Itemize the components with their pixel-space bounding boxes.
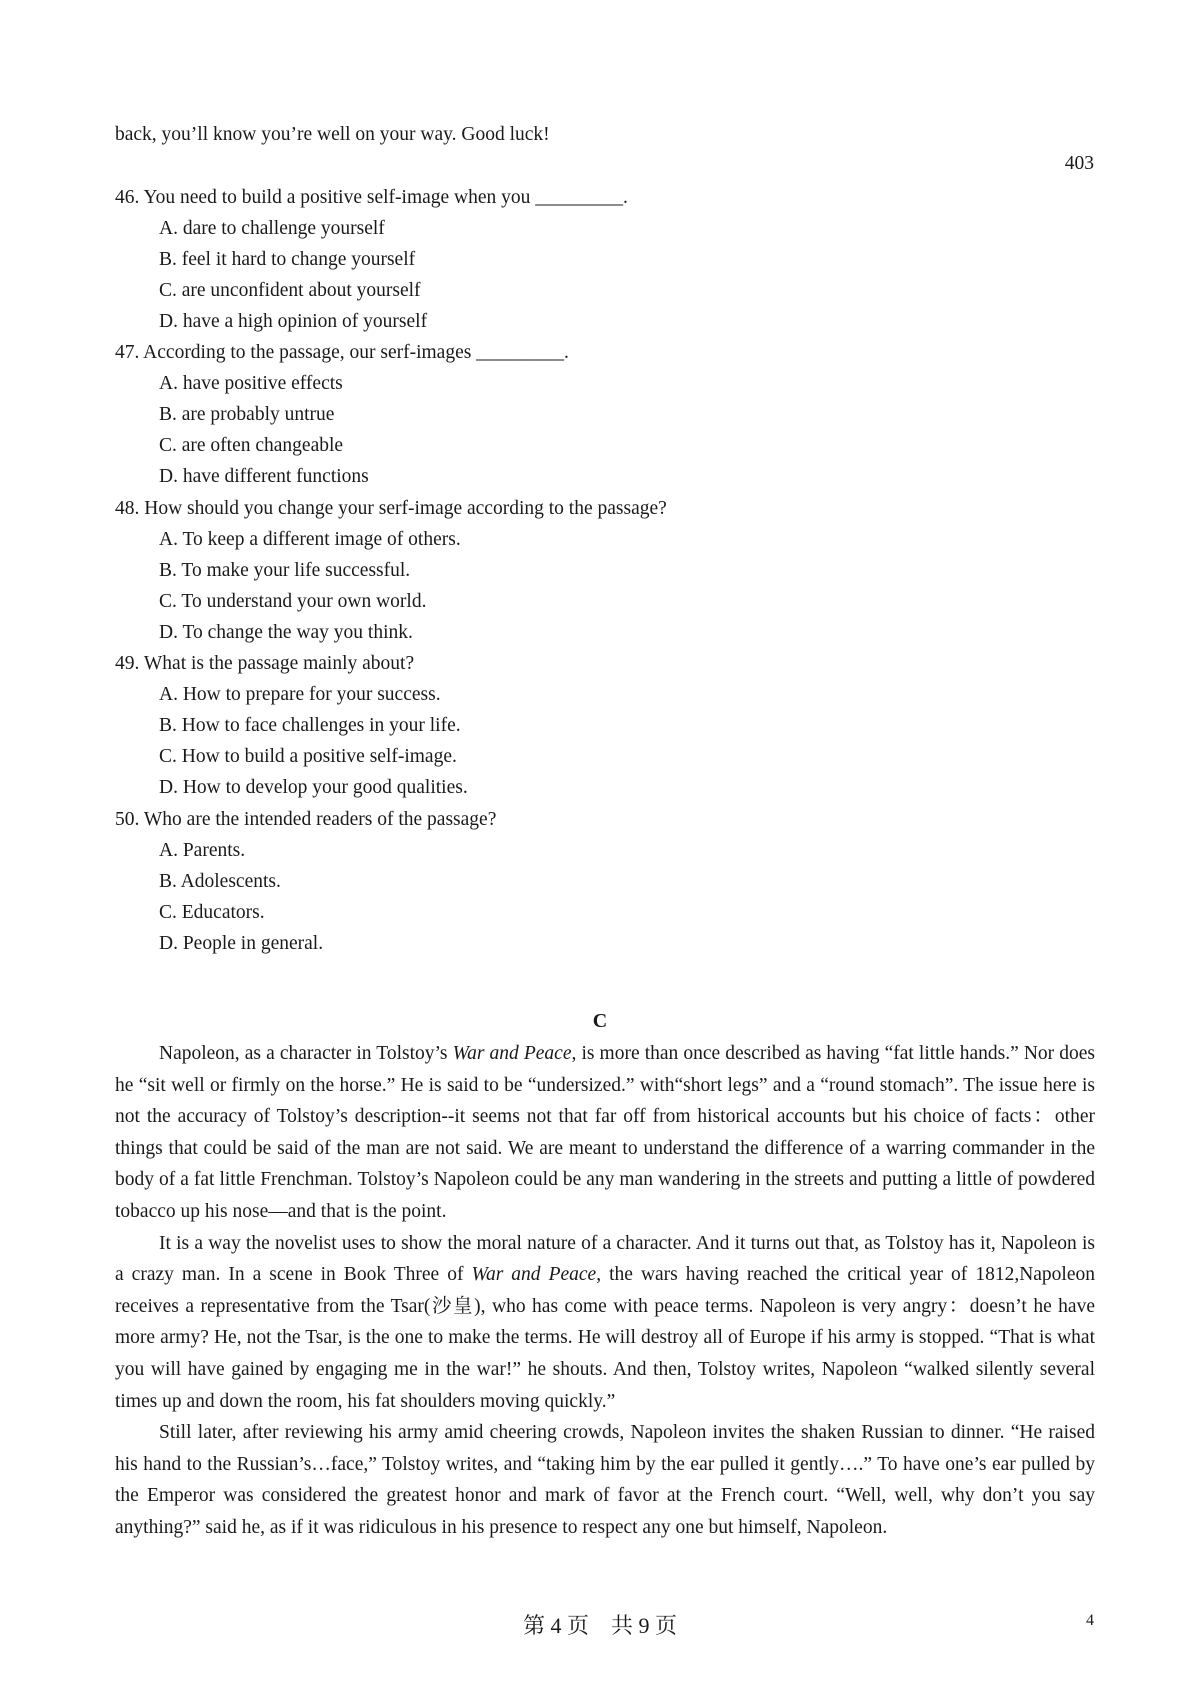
option-48-d: D. To change the way you think. xyxy=(159,622,413,643)
option-50-d: D. People in general. xyxy=(159,933,324,954)
option-47-a: A. have positive effects xyxy=(159,373,343,394)
question-49: 49. What is the passage mainly about? xyxy=(115,653,415,674)
option-48-b: B. To make your life successful. xyxy=(159,560,411,581)
page-number: 4 xyxy=(1086,1612,1094,1629)
option-50-c: C. Educators. xyxy=(159,902,265,923)
page-footer: 第 4 页 共 9 页 xyxy=(522,1613,677,1638)
passage-c-paragraph-2: It is a way the novelist uses to show the moral nature of a character. And it turns out that, as Tolstoy has it, Napoleon is a crazy man. In a scene in Book Three of War and Peace, the wars having reached the critical year of 1812,Napoleon receives a representative from the Tsar(沙皇), who has come with peace terms. Napoleon is very angry：doesn’t he have more army? He, not the Tsar, is the one to make the terms. He will destroy all of Europe if his army is stopped. “That is what you will have gained by engaging me in the war!” he shouts. And then, Tolstoy writes, Napoleon “walked silently several times up and down the room, his fat shoulders moving quickly.” xyxy=(115,1232,1096,1412)
passage-c-paragraph-1: Napoleon, as a character in Tolstoy’s War and Peace, is more than once described as having “fat little hands.” Nor does he “sit well or firmly on the horse.” He is said to be “undersized.” with“short legs” and a “round stomach”. The issue here is not the accuracy of Tolstoy’s description--it seems not that far off from historical accounts but his choice of facts：other things that could be said of the man are not said. We are meant to understand the difference of a warring commander in the body of a fat little Frenchman. Tolstoy’s Napoleon could be any man wandering in the streets and putting a little of powdered tobacco up his nose—and that is the point. xyxy=(115,1043,1096,1222)
option-46-b: B. feel it hard to change yourself xyxy=(159,249,416,270)
question-46: 46. You need to build a positive self-image when you _________. xyxy=(115,187,628,208)
option-47-d: D. have different functions xyxy=(159,466,369,487)
option-48-a: A. To keep a different image of others. xyxy=(159,529,461,550)
book-title: War and Peace xyxy=(452,1043,572,1064)
option-49-a: A. How to prepare for your success. xyxy=(159,684,441,705)
passage-c xyxy=(115,1038,1095,1544)
option-49-b: B. How to face challenges in your life. xyxy=(159,715,461,736)
section-c-heading: C xyxy=(592,1010,608,1032)
book-title: War and Peace xyxy=(471,1264,597,1286)
option-47-b: B. are probably untrue xyxy=(159,404,335,425)
page-marker: 403 xyxy=(1064,153,1094,174)
option-50-a: A. Parents. xyxy=(159,840,246,861)
question-47: 47. According to the passage, our serf-images _________. xyxy=(115,342,569,363)
option-49-c: C. How to build a positive self-image. xyxy=(159,746,457,767)
option-47-c: C. are often changeable xyxy=(159,435,344,456)
option-46-a: A. dare to challenge yourself xyxy=(159,218,385,239)
question-48: 48. How should you change your serf-image according to the passage? xyxy=(115,498,667,519)
question-50: 50. Who are the intended readers of the passage? xyxy=(115,809,497,830)
option-49-d: D. How to develop your good qualities. xyxy=(159,777,468,798)
passage-c-paragraph-3: Still later, after reviewing his army amid cheering crowds, Napoleon invites the shaken Russian to dinner. “He raised his hand to the Russian’s…face,” Tolstoy writes, and “taking him by the ear pulled it gently….” To have one’s ear pulled by the Emperor was considered the greatest honor and mark of favor at the French court. “Well, well, why don’t you say anything?” said he, as if it was ridiculous in his presence to respect any one but himself, Napoleon. xyxy=(115,1422,1095,1538)
previous-passage-end: back, you’ll know you’re well on your way. Good luck! xyxy=(115,124,550,145)
option-46-d: D. have a high opinion of yourself xyxy=(159,311,428,332)
option-50-b: B. Adolescents. xyxy=(159,871,281,892)
option-46-c: C. are unconfident about yourself xyxy=(159,280,421,301)
option-48-c: C. To understand your own world. xyxy=(159,591,427,612)
